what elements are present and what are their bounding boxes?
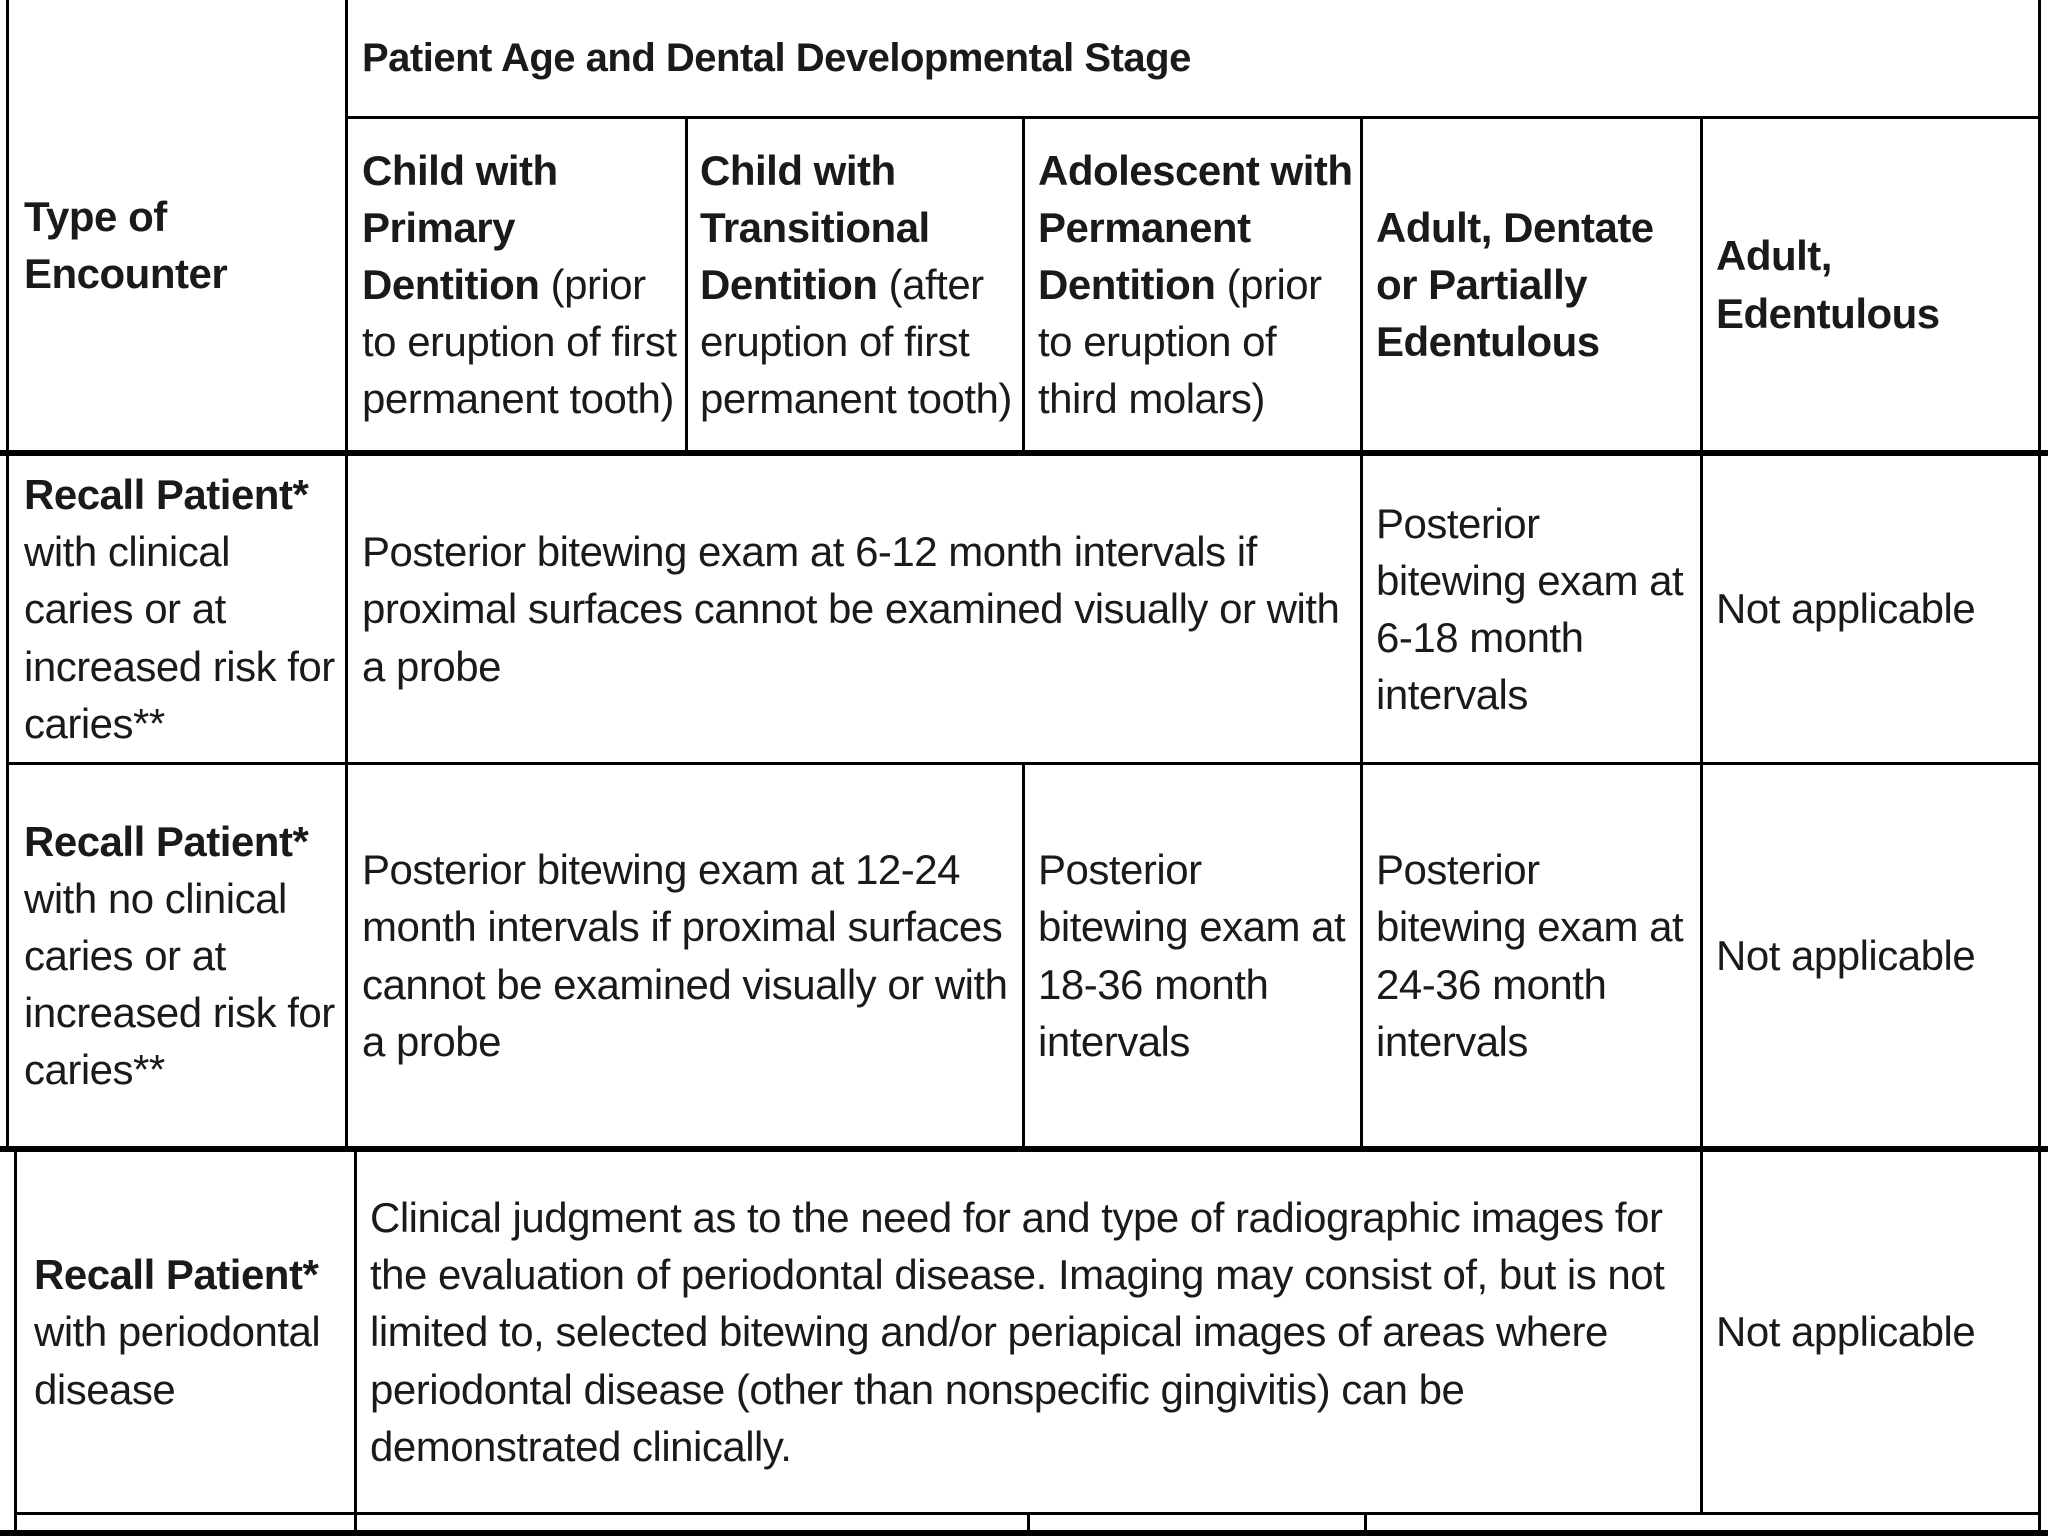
header-type-of-encounter	[24, 0, 342, 450]
header-col-divider-1	[685, 116, 688, 452]
row1-encounter-bold: Recall Patient*	[24, 471, 309, 519]
header-type-of-encounter-text: Type of Encounter	[24, 192, 228, 297]
col-divider-encounter	[345, 0, 348, 1150]
header-col-adolescent-text	[1038, 142, 1358, 428]
row2-adult-edentulous-cell	[1716, 765, 2034, 1146]
row1-adult-dentate-cell	[1376, 456, 1696, 762]
row1-child-adolescent-text: Posterior bitewing exam at 6-12 month intervals if proximal surfaces cannot be examined visually or with a probe	[362, 528, 1340, 690]
header-col-adult-edentulous-bold: Adult, Edentulous	[1716, 232, 1940, 337]
row2-encounter-normal: with no clinical caries or at increased risk for caries**	[24, 874, 335, 1094]
row3-encounter-bold: Recall Patient*	[34, 1251, 319, 1299]
header-col-primary-dentition-text	[362, 142, 680, 428]
row1-encounter-normal: with clinical caries or at increased risk for caries**	[24, 528, 335, 747]
row2-col-divider-2	[1360, 765, 1363, 1150]
row2-child-cell	[362, 765, 1018, 1146]
row3-periodontal-text: Clinical judgment as to the need for and type of radiographic images for the evaluation of periodontal disease. Imaging may consist of, but is not limited to, selected bitewing and/or periapical images of areas where periodontal disease (other than nonspecific gingivitis) can be demonstrated clinically.	[370, 1194, 1665, 1470]
row3-periodontal-cell	[370, 1152, 1690, 1512]
row2-adolescent-text: Posterior bitewing exam at 18-36 month intervals	[1038, 846, 1346, 1065]
header-col-primary-normal: (prior to eruption of first permanent tooth)	[362, 260, 677, 423]
row2-adult-dentate-cell	[1376, 765, 1696, 1146]
table-border-right	[2038, 0, 2041, 1536]
row2-encounter	[24, 765, 342, 1146]
header-col-transitional-bold: Child with Transitional Dentition	[700, 146, 930, 308]
row3-encounter	[34, 1152, 352, 1512]
header-col-divider-3	[1360, 116, 1363, 452]
header-col-divider-2	[1022, 116, 1025, 452]
table-border-left-bottom	[14, 1150, 17, 1536]
row1-col-divider-1	[1360, 456, 1363, 764]
row3-adult-edentulous-text: Not applicable	[1716, 1308, 1976, 1356]
header-col-adult-dentate	[1376, 119, 1696, 450]
next-row-stub-2	[1364, 1515, 1367, 1531]
row2-adult-edentulous-text: Not applicable	[1716, 931, 1976, 979]
header-col-adult-edentulous	[1716, 119, 2034, 450]
header-col-adult-dentate-text	[1376, 199, 1696, 370]
row1-adult-edentulous-text: Not applicable	[1716, 585, 1976, 633]
header-col-adolescent	[1038, 119, 1358, 450]
row1-adult-edentulous-cell	[1716, 456, 2034, 762]
table-border-left	[6, 0, 9, 1150]
row3-encounter-text	[34, 1246, 352, 1417]
row1-encounter	[24, 456, 342, 762]
row3-col-divider	[1700, 1152, 1703, 1514]
header-col-adolescent-normal: (prior to eruption of third molars)	[1038, 260, 1322, 423]
row1-adult-dentate-text: Posterior bitewing exam at 6-18 month intervals	[1376, 499, 1684, 719]
row2-child-text: Posterior bitewing exam at 12-24 month intervals if proximal surfaces cannot be examined visually or with a probe	[362, 846, 1008, 1065]
row2-adolescent-cell	[1038, 765, 1356, 1146]
row2-col-divider-3	[1700, 765, 1703, 1150]
row2-encounter-text	[24, 813, 342, 1099]
row2-adult-dentate-text: Posterior bitewing exam at 24-36 month intervals	[1376, 846, 1684, 1065]
row1-child-adolescent-cell	[362, 456, 1352, 762]
next-row-rule	[0, 1530, 2048, 1536]
header-col-transitional-normal: (after eruption of first permanent tooth)	[700, 260, 1012, 423]
header-col-adult-edentulous-text	[1716, 227, 2034, 341]
row1-encounter-text	[24, 466, 342, 752]
col-divider-encounter-bottom	[354, 1150, 357, 1536]
header-col-transitional-dentition	[700, 119, 1018, 450]
header-group-title-text: Patient Age and Dental Developmental Stage	[362, 35, 1191, 80]
header-col-adolescent-bold: Adolescent with Permanent Dentition	[1038, 146, 1353, 308]
header-col-transitional-dentition-text	[700, 142, 1018, 428]
header-group-title	[362, 0, 2032, 116]
row1-col-divider-2	[1700, 456, 1703, 764]
next-row-stub-1	[1027, 1515, 1030, 1531]
header-col-primary-bold: Child with Primary Dentition	[362, 146, 558, 308]
header-col-divider-4	[1700, 116, 1703, 452]
row3-encounter-normal: with periodontal disease	[34, 1308, 321, 1413]
row3-adult-edentulous-cell	[1716, 1152, 2034, 1512]
header-col-primary-dentition	[362, 119, 680, 450]
header-col-adult-dentate-bold: Adult, Dentate or Partially Edentulous	[1376, 203, 1654, 366]
row2-encounter-bold: Recall Patient*	[24, 817, 309, 865]
row2-col-divider-1	[1022, 765, 1025, 1150]
